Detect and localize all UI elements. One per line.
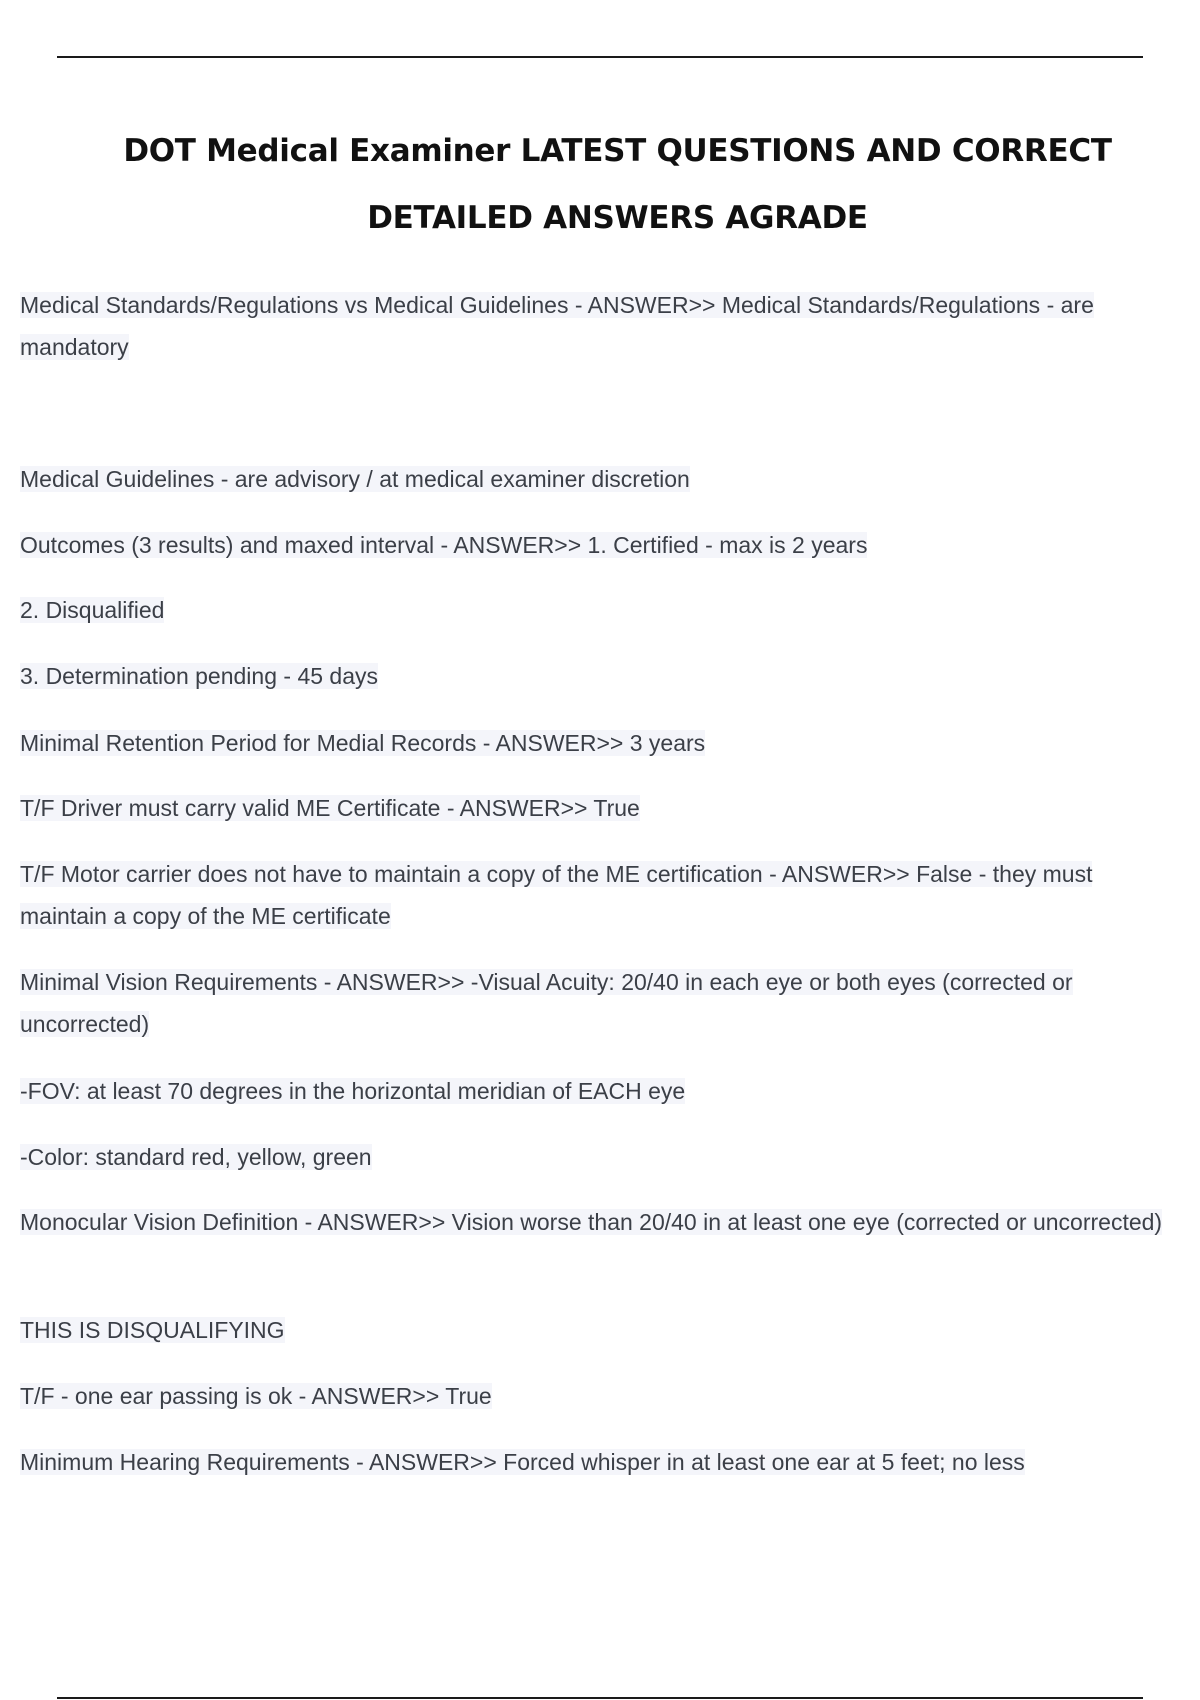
paragraph-determination-pending: 3. Determination pending - 45 days bbox=[20, 663, 378, 689]
paragraph-motor-carrier: T/F Motor carrier does not have to maintain a copy of the ME certification - ANSWER>> False - they must maintain a copy of the ME certificate bbox=[20, 861, 1093, 929]
paragraph-driver-certificate: T/F Driver must carry valid ME Certificate - ANSWER>> True bbox=[20, 795, 640, 821]
paragraph-disqualified: 2. Disqualified bbox=[20, 597, 165, 623]
bottom-divider bbox=[57, 1697, 1143, 1699]
paragraph-monocular-vision: Monocular Vision Definition - ANSWER>> Vision worse than 20/40 in at least one eye (corrected or uncorrected) bbox=[20, 1209, 1163, 1235]
paragraph-standards-vs-guidelines: Medical Standards/Regulations vs Medical Guidelines - ANSWER>> Medical Standards/Regulations - are mandatory bbox=[20, 292, 1094, 360]
paragraph-vision-requirements: Minimal Vision Requirements - ANSWER>> -Visual Acuity: 20/40 in each eye or both eyes (corrected or uncorrected) bbox=[20, 969, 1073, 1037]
paragraph-retention-period: Minimal Retention Period for Medial Records - ANSWER>> 3 years bbox=[20, 730, 706, 756]
paragraph-hearing-requirements: Minimum Hearing Requirements - ANSWER>> Forced whisper in at least one ear at 5 feet; no less bbox=[20, 1449, 1025, 1475]
paragraph-outcomes: Outcomes (3 results) and maxed interval - ANSWER>> 1. Certified - max is 2 years bbox=[20, 532, 868, 558]
paragraph-color: -Color: standard red, yellow, green bbox=[20, 1144, 372, 1170]
document-title: DOT Medical Examiner LATEST QUESTIONS AND CORRECT DETAILED ANSWERS AGRADE bbox=[123, 133, 1112, 236]
paragraph-guidelines: Medical Guidelines - are advisory / at medical examiner discretion bbox=[20, 466, 690, 492]
top-divider bbox=[57, 56, 1143, 58]
paragraph-one-ear: T/F - one ear passing is ok - ANSWER>> True bbox=[20, 1383, 492, 1409]
paragraph-disqualifying: THIS IS DISQUALIFYING bbox=[20, 1317, 285, 1343]
paragraph-fov: -FOV: at least 70 degrees in the horizontal meridian of EACH eye bbox=[20, 1078, 686, 1104]
